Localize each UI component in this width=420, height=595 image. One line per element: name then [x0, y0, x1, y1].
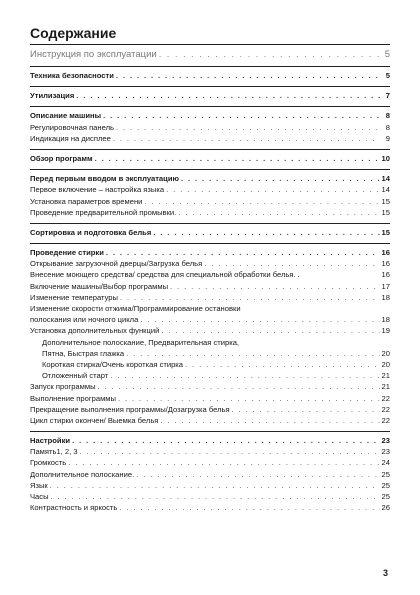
- toc-entry-page: 5: [384, 49, 390, 60]
- toc-entry[interactable]: [30, 381, 390, 392]
- toc-entry[interactable]: [30, 404, 390, 415]
- dot-leader: [178, 207, 379, 218]
- toc-entry-page: 23: [381, 436, 390, 446]
- toc-entry-label: Проведение стирки: [30, 248, 104, 258]
- toc-entry[interactable]: [30, 90, 390, 101]
- dot-leader: [166, 184, 379, 195]
- toc-entry[interactable]: [30, 292, 390, 303]
- toc-entry-label: Выполнение программы: [30, 393, 116, 403]
- toc-entry-label: Установка дополнительных функций: [30, 326, 160, 336]
- toc-entry-page: 23: [381, 447, 390, 457]
- toc-entry[interactable]: [30, 393, 390, 404]
- toc-section: [30, 149, 390, 169]
- dot-leader: [161, 325, 379, 336]
- table-of-contents: [30, 22, 390, 518]
- dot-leader: [140, 314, 379, 325]
- toc-entry-label: Включение машины/Выбор программы: [30, 281, 169, 291]
- toc-entry[interactable]: [30, 480, 390, 491]
- toc-entry-page: 16: [381, 259, 390, 269]
- toc-entry-page: 14: [381, 185, 390, 195]
- toc-entry-label: Контрастность и яркость: [30, 503, 118, 513]
- dot-leader: [119, 502, 379, 513]
- toc-entry-label: Установка параметров времени: [30, 196, 143, 206]
- toc-entry-label: Дополнительное полоскание, Предварительная стирка,: [42, 337, 240, 347]
- dot-leader: [185, 359, 380, 370]
- toc-entry-label: Память1, 2, 3: [30, 447, 78, 457]
- toc-section: [30, 431, 390, 518]
- toc-entry-page: 15: [381, 207, 390, 217]
- toc-entry-page: 22: [381, 415, 390, 425]
- toc-entry-page: 15: [381, 196, 390, 206]
- toc-entry[interactable]: [30, 457, 390, 468]
- toc-entry[interactable]: [30, 491, 390, 502]
- toc-entry-page: 26: [381, 503, 390, 513]
- toc-entry[interactable]: [30, 325, 390, 336]
- toc-entry[interactable]: [30, 184, 390, 195]
- dot-leader: [116, 122, 380, 133]
- toc-entry-label: Перед первым вводом в эксплуатацию: [30, 174, 179, 184]
- toc-section: [30, 44, 390, 66]
- toc-entry-page: 7: [385, 91, 390, 101]
- dot-leader: [232, 404, 380, 415]
- page-number: 3: [382, 568, 388, 578]
- toc-entry-label: Часы: [30, 492, 49, 501]
- toc-entry[interactable]: [30, 370, 390, 381]
- toc-entry[interactable]: [30, 435, 390, 446]
- toc-entry[interactable]: [30, 48, 390, 61]
- toc-entry[interactable]: [30, 348, 390, 359]
- toc-entry-label: Обзор программ: [30, 153, 93, 163]
- toc-section: [30, 106, 390, 149]
- toc-entry-label: Громкость: [30, 458, 67, 468]
- dot-leader: [103, 110, 380, 121]
- toc-entry-page: 14: [381, 174, 390, 184]
- toc-entry-label: Язык: [30, 480, 48, 490]
- toc-entry[interactable]: [30, 415, 390, 426]
- dot-leader: [160, 415, 379, 426]
- toc-entry-label: Техника безопасности: [30, 71, 114, 80]
- toc-entry-page: 16: [381, 270, 390, 280]
- toc-entry[interactable]: [30, 281, 390, 292]
- toc-entry-label: Цикл стирки окончен/ Выемка белья: [30, 415, 159, 425]
- toc-entry[interactable]: [30, 207, 390, 218]
- dot-leader: [118, 393, 380, 404]
- toc-entry-label: Короткая стирка/Очень короткая стирка: [42, 359, 184, 369]
- toc-entry-page: 9: [385, 133, 390, 143]
- dot-leader: [181, 173, 380, 184]
- toc-entry[interactable]: [30, 227, 390, 238]
- toc-entry[interactable]: [30, 337, 390, 348]
- toc-entry-page: 22: [381, 404, 390, 414]
- dot-leader: [72, 435, 379, 446]
- toc-entry-page: 8: [385, 111, 390, 121]
- toc-entry-page: 16: [381, 248, 390, 258]
- toc-entry-label: Отложенный старт: [42, 371, 109, 381]
- toc-entry-page: 19: [381, 326, 390, 336]
- toc-section: [30, 86, 390, 106]
- toc-entry[interactable]: [30, 247, 390, 258]
- dot-leader: [120, 292, 380, 303]
- dot-leader: [159, 48, 380, 61]
- toc-entry-page: 17: [381, 281, 390, 291]
- toc-entry-page: 5: [385, 71, 390, 80]
- toc-entry-label: полоскания или ночного цикла: [30, 315, 139, 325]
- dot-leader: [110, 370, 379, 381]
- toc-entry-page: 25: [381, 469, 390, 479]
- toc-section: [30, 66, 390, 86]
- toc-entry-label: Первое включение – настройка языка: [30, 185, 165, 195]
- toc-entry[interactable]: [30, 110, 390, 121]
- toc-entry[interactable]: [30, 122, 390, 133]
- toc-entry-label: Изменение скорости отжима/Программирование остановки: [30, 304, 241, 313]
- dot-leader: [95, 153, 380, 164]
- toc-entry-label: Прекращение выполнения программы/Дозагрузка белья: [30, 404, 230, 414]
- toc-entry-page: 10: [381, 153, 390, 163]
- toc-entry-label: Изменение температуры: [30, 292, 118, 302]
- toc-entry-page: 20: [381, 348, 390, 358]
- toc-entry-label: Проведение предварительной промывки.: [30, 207, 177, 217]
- toc-entry[interactable]: [30, 446, 390, 457]
- toc-entry-label: Инструкция по эксплуатации: [30, 49, 157, 60]
- page-title: Содержание: [30, 25, 117, 41]
- toc-list: [30, 44, 390, 518]
- dot-leader: [50, 480, 380, 491]
- toc-entry-label: Пятна, Быстрая глажка: [42, 348, 125, 358]
- toc-entry-label: Индикация на дисплее: [30, 133, 111, 143]
- toc-entry[interactable]: [30, 314, 390, 325]
- toc-section: [30, 169, 390, 223]
- toc-entry-label: Сортировка и подготовка белья: [30, 227, 152, 237]
- dot-leader: [76, 90, 380, 101]
- dot-leader: [98, 381, 380, 392]
- dot-leader: [170, 281, 380, 292]
- toc-entry-page: 22: [381, 393, 390, 403]
- toc-entry[interactable]: [30, 153, 390, 164]
- toc-entry-page: 21: [381, 382, 390, 392]
- toc-entry-label: Дополнительное полоскание.: [30, 469, 135, 479]
- toc-entry[interactable]: [30, 258, 390, 269]
- toc-entry-page: 21: [381, 371, 390, 381]
- toc-entry-page: 20: [381, 359, 390, 369]
- toc-section: [30, 223, 390, 243]
- toc-entry-page: 25: [381, 480, 390, 490]
- toc-entry-page: 25: [381, 492, 390, 501]
- toc-entry[interactable]: [30, 469, 390, 480]
- toc-entry-label: Регулировочная панель: [30, 122, 114, 132]
- toc-entry-label: Запуск программы: [30, 382, 96, 392]
- toc-entry[interactable]: [30, 133, 390, 144]
- dot-leader: [80, 446, 380, 457]
- toc-entry-label: Внесение моющего средства/ средства для специальной обработки белья. .: [30, 270, 300, 280]
- dot-leader: [51, 491, 380, 502]
- dot-leader: [68, 457, 379, 468]
- toc-entry-label: Настройки: [30, 436, 71, 446]
- dot-leader: [153, 227, 379, 238]
- toc-entry-label: Утилизация: [30, 91, 75, 101]
- toc-entry[interactable]: [30, 196, 390, 207]
- toc-entry[interactable]: [30, 502, 390, 513]
- dot-leader: [144, 196, 379, 207]
- toc-entry[interactable]: [30, 173, 390, 184]
- toc-entry[interactable]: [30, 303, 390, 314]
- toc-entry-page: 18: [381, 292, 390, 302]
- dot-leader: [106, 247, 380, 258]
- dot-leader: [136, 469, 379, 480]
- toc-entry-page: 8: [385, 122, 390, 132]
- dot-leader: [126, 348, 379, 359]
- toc-entry-page: 18: [381, 315, 390, 325]
- toc-entry-page: 15: [381, 227, 390, 237]
- toc-entry[interactable]: [30, 70, 390, 81]
- toc-entry-page: 24: [381, 458, 390, 468]
- dot-leader: [204, 258, 379, 269]
- toc-section: [30, 243, 390, 431]
- toc-entry[interactable]: [30, 269, 390, 280]
- toc-entry[interactable]: [30, 359, 390, 370]
- toc-entry-label: Описание машины: [30, 111, 102, 121]
- dot-leader: [113, 133, 380, 144]
- dot-leader: [116, 70, 380, 81]
- toc-entry-label: Открывание загрузочной дверцы/Загрузка белья: [30, 259, 203, 269]
